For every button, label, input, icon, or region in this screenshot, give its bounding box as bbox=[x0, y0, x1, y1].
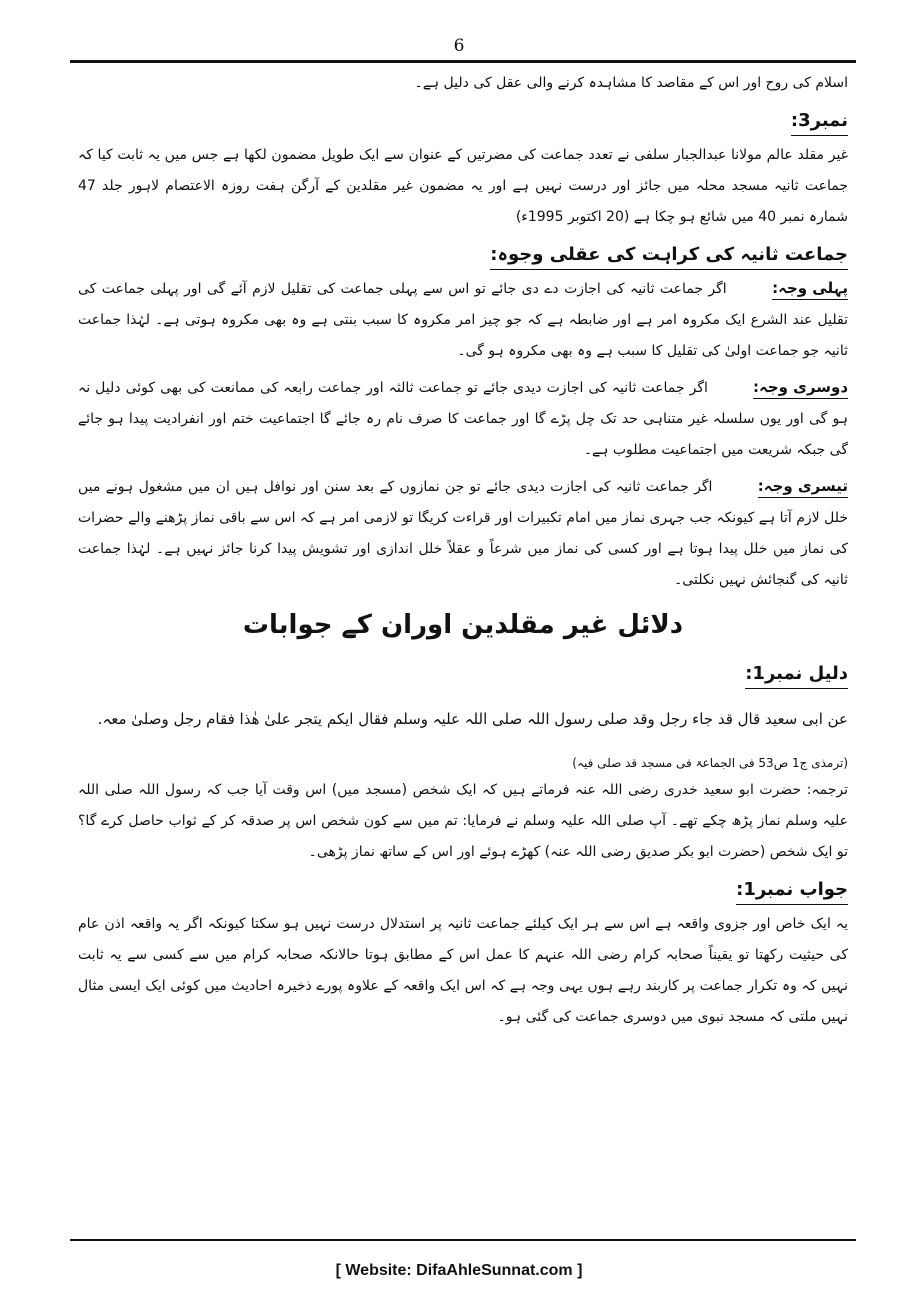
daleel1-arabic: عن ابی سعید قال قد جاء رجل وقد صلی رسول اللہ صلی اللہ علیہ وسلم فقال ایکم یتجر علیٰ ھٰذا فقام رجل وصلیٰ معہ. bbox=[97, 710, 848, 728]
reason-1-text: اگر جماعت ثانیہ کی اجازت دے دی جائے تو اس سے پہلی جماعت کی تقلیل لازم آئے گی اور پہلی جماعت کی تقلیل عند الشرع ایک مکروہ امر ہے اور ضابطہ ہے کہ جو چیز امر مکروہ کا سبب بنتی ہے وہ بھی مکروہ ہوتی ہے۔ لہٰذا جماعت ثانیہ جو جماعت اولیٰ کی تقلیل کا سبب ہے وہ بھی مکروہ ہو گی۔ bbox=[78, 281, 848, 359]
daleel1-reference: (ترمذی ج1 ص53 فی الجماعۃ فی مسجد قد صلی فیہ) bbox=[572, 756, 848, 770]
website-footer: [ Website: DifaAhleSunnat.com ] bbox=[335, 1262, 583, 1279]
reason-3-label: تیسری وجہ: bbox=[758, 475, 848, 498]
daleel1-translation: ترجمہ: حضرت ابو سعید خدری رضی اللہ عنہ فرماتے ہیں کہ ایک شخص (مسجد میں) اس وقت آیا جب کہ رسول اللہ صلی اللہ علیہ وسلم نماز پڑھ چکے تھے۔ آپ صلی اللہ علیہ وسلم نے فرمایا: تم میں سے کون شخص اس پر صدقہ کر کے ثواب حاصل کرے گا؟ تو ایک شخص (حضرت ابو بکر صدیق رضی اللہ عنہ) کھڑے ہوئے اور اس کے ساتھ نماز پڑھی۔ bbox=[78, 782, 848, 860]
jawab1-text: یہ ایک خاص اور جزوی واقعہ ہے اس سے ہر ایک کیلئے جماعت ثانیہ پر استدلال درست نہیں ہو سکتا کیونکہ اگر یہ واقعہ اذن عام کی حیثیت رکھتا تو یقیناً صحابہ کرام رضی اللہ عنہم کا عمل اس کے مطابق ہوتا حالانکہ صحابہ کرام میں سے کسی سے یہ ثابت نہیں کہ وہ تکرار جماعت پر کاربند رہے ہوں یہی وجہ ہے کہ اس ایک واقعہ کے علاوہ پورے ذخیرہ احادیث میں کوئی ایک ایسی مثال نہیں ملتی کہ مسجد نبوی میں دوسری جماعت کی گئی ہو۔ bbox=[78, 916, 849, 1025]
number3-heading: نمبر3: bbox=[791, 107, 848, 136]
intro-line: اسلام کی روح اور اس کے مقاصد کا مشاہدہ کرنے والی عقل کی دلیل ہے۔ bbox=[414, 75, 848, 91]
reasons-heading: جماعت ثانیہ کی کراہت کی عقلی وجوہ: bbox=[490, 241, 848, 270]
reason-2-label: دوسری وجہ: bbox=[753, 376, 848, 399]
page-content bbox=[78, 68, 848, 1033]
reason-3 bbox=[78, 472, 848, 596]
reason-2 bbox=[78, 373, 848, 466]
reason-3-text: اگر جماعت ثانیہ کی اجازت دیدی جائے تو جن نمازوں کے بعد سنن اور نوافل ہیں ان میں مشغول ہونے میں خلل لازم آتا ہے کیونکہ جب جہری نماز میں امام تکبیرات اور قراءت کریگا تو لازمی امر ہے کہ اس سے باقی نماز پڑھنے والے حضرات کی نماز میں خلل پیدا ہوتا ہے اور کسی کی نماز میں شرعاً و عقلاً خلل اندازی اور تشویش پیدا کرنا جائز نہیں ہے۔ لہٰذا جماعت ثانیہ کی گنجائش نہیں نکلتی۔ bbox=[78, 479, 848, 588]
number3-text: غیر مقلد عالم مولانا عبدالجبار سلفی نے تعدد جماعت کی مضرتیں کے عنوان سے ایک طویل مضمون لکھا ہے جس میں یہ ثابت کیا کہ جماعت ثانیہ مسجد محلہ میں جائز اور درست نہیں ہے اور یہ مضمون غیر مقلدین کے آرگن ہفت روزہ الاعتصام لاہور جلد 47 شمارہ نمبر 40 میں شائع ہو چکا ہے (20 اکتوبر 1995ء) bbox=[78, 147, 848, 225]
daleel1-heading: دلیل نمبر1: bbox=[745, 660, 848, 689]
reason-1-label: پہلی وجہ: bbox=[772, 277, 848, 300]
section-title: دلائل غیر مقلدین اوران کے جوابات bbox=[242, 610, 684, 640]
jawab1-heading: جواب نمبر1: bbox=[736, 876, 848, 905]
reason-2-text: اگر جماعت ثانیہ کی اجازت دیدی جائے تو جماعت ثالثہ اور جماعت رابعہ کی ممانعت کی بھی کوئی دلیل نہ ہو گی اور یوں سلسلہ غیر متناہی حد تک چل پڑے گا اور جماعت کا صرف نام رہ جائے گا اجتماعیت ختم اور انفرادیت پیدا ہو جائے گی جبکہ شریعت میں اجتماعیت مطلوب ہے۔ bbox=[78, 380, 848, 458]
footer-rule bbox=[70, 1239, 856, 1241]
page-number: 6 bbox=[453, 36, 465, 56]
header-rule bbox=[70, 60, 856, 63]
reason-1 bbox=[78, 274, 848, 367]
